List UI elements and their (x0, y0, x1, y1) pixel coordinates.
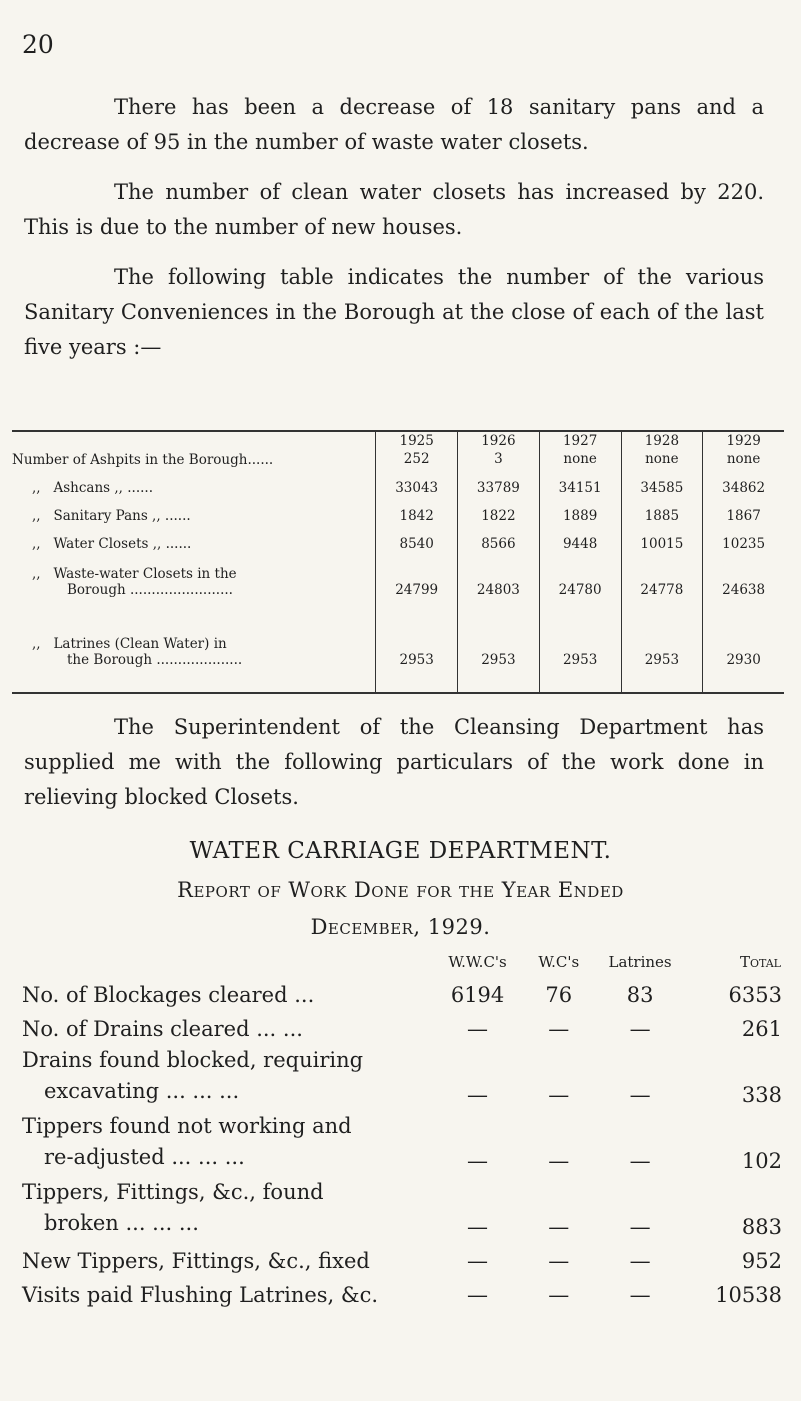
table-cell: 10015 (621, 524, 703, 552)
table-cell: — (467, 1283, 489, 1307)
table-cell: 952 (741, 1249, 782, 1273)
row-label (12, 552, 376, 598)
table-cell: — (548, 1083, 570, 1107)
table-cell: 34151 (539, 468, 621, 496)
table-cell: 24780 (539, 552, 621, 598)
table-cell: — (629, 1283, 651, 1307)
table-cell: 33043 (376, 468, 458, 496)
table-cell: — (548, 1215, 570, 1239)
row-label-text: Sanitary Pans ,, ...... (53, 508, 191, 524)
row-prefix: ,, (32, 566, 41, 582)
table-cell: 24638 (703, 552, 784, 598)
table-cell: 8566 (458, 524, 540, 552)
cell-value: none (726, 451, 761, 467)
table-cell: 2930 (703, 598, 784, 693)
table-cell: — (629, 1249, 651, 1273)
row-label-continued: broken ... ... ... (44, 1211, 199, 1235)
page-number: 20 (22, 30, 54, 59)
row-prefix: ,, (32, 508, 41, 524)
row-label: Visits paid Flushing Latrines, &c. (22, 1283, 379, 1307)
table-cell (621, 431, 703, 468)
department-heading: WATER CARRIAGE DEPARTMENT. (189, 838, 612, 864)
table-cell: 6353 (728, 983, 782, 1007)
table-cell: 24778 (621, 552, 703, 598)
row-label (12, 598, 376, 693)
cell-value: none (645, 451, 679, 467)
row-label (12, 524, 376, 552)
table-cell: 1889 (539, 496, 621, 524)
table-cell: — (629, 1083, 651, 1107)
table-row (12, 524, 784, 552)
row-label: No. of Drains cleared ... ... (22, 1017, 303, 1041)
table-row (22, 1173, 782, 1239)
report-date-heading: December, 1929. (310, 915, 491, 939)
row-label-continued: re-adjusted ... ... ... (44, 1145, 245, 1169)
table-cell: 34862 (703, 468, 784, 496)
table-cell (458, 431, 540, 468)
table-cell: 1842 (376, 496, 458, 524)
table-cell: — (629, 1149, 651, 1173)
table-cell: — (467, 1017, 489, 1041)
paragraph-table-intro: The following table indicates the number of the various Sanitary Conveniences in the Borough at the close of each of the last five years :— (24, 265, 764, 359)
column-header: Latrines (608, 953, 672, 971)
row-prefix: ,, (32, 480, 41, 496)
cell-value: 252 (403, 451, 430, 467)
table-cell: 2953 (458, 598, 540, 693)
table-row (22, 1107, 782, 1173)
table-cell: — (629, 1215, 651, 1239)
row-label-text: Tippers found not working and (22, 1114, 352, 1138)
row-prefix: ,, (32, 636, 41, 652)
year-header: 1927 (562, 433, 598, 449)
table-row (12, 552, 784, 598)
row-label-text: of Ashpits in the Borough...... (72, 452, 274, 468)
row-label: No. of Blockages cleared ... (22, 983, 315, 1007)
header-spacer (22, 952, 437, 973)
row-label-continued: excavating ... ... ... (44, 1079, 240, 1103)
table-cell (703, 431, 784, 468)
table-cell: — (548, 1017, 570, 1041)
table-cell: 34585 (621, 468, 703, 496)
row-label-text: Drains found blocked, requiring (22, 1048, 364, 1072)
table-cell (539, 431, 621, 468)
row-label-text: Waste-water Closets in the (53, 566, 237, 582)
table-cell: 76 (545, 983, 573, 1007)
table-row (12, 468, 784, 496)
year-header: 1928 (644, 433, 680, 449)
row-prefix: ,, (32, 536, 41, 552)
table-header-row (22, 952, 782, 973)
row-label-continued: Borough ........................ (67, 582, 233, 598)
table-row (12, 431, 784, 468)
column-header: Total (739, 953, 781, 971)
table-cell: — (548, 1149, 570, 1173)
table-cell: 338 (741, 1083, 782, 1107)
table-cell: — (548, 1249, 570, 1273)
paragraph-decrease: There has been a decrease of 18 sanitary pans and a decrease of 95 in the number of waste water closets. (24, 95, 764, 154)
row-label-continued: the Borough .................... (67, 652, 243, 668)
table-cell: — (467, 1215, 489, 1239)
row-label: New Tippers, Fittings, &c., fixed (22, 1249, 370, 1273)
row-label (12, 496, 376, 524)
table-cell: 24799 (376, 552, 458, 598)
table-cell: 1867 (703, 496, 784, 524)
table-row (22, 1273, 782, 1307)
table-cell: 1885 (621, 496, 703, 524)
table-cell: 83 (626, 983, 654, 1007)
year-header: 1929 (726, 433, 761, 449)
table-cell: 2953 (539, 598, 621, 693)
table-cell: 2953 (621, 598, 703, 693)
table-cell: 2953 (376, 598, 458, 693)
table-cell: 1822 (458, 496, 540, 524)
column-header: W.C's (538, 953, 580, 971)
table-cell: 883 (741, 1215, 782, 1239)
paragraph-increase: The number of clean water closets has increased by 220. This is due to the number of new houses. (24, 180, 764, 239)
table-row (22, 1007, 782, 1041)
row-label (22, 1107, 437, 1173)
table-cell: 33789 (458, 468, 540, 496)
table-row (22, 1239, 782, 1273)
row-label (22, 1041, 437, 1107)
row-label (22, 1173, 437, 1239)
table-row (22, 973, 782, 1007)
row-label (12, 468, 376, 496)
table-cell: — (629, 1017, 651, 1041)
table-cell (376, 431, 458, 468)
work-done-table (22, 952, 782, 1307)
cell-value: none (563, 451, 597, 467)
row-label-text: Latrines (Clean Water) in (53, 636, 227, 652)
table-cell: 8540 (376, 524, 458, 552)
column-header: W.W.C's (448, 953, 507, 971)
row-prefix: Number (12, 452, 69, 468)
table-cell: 24803 (458, 552, 540, 598)
cell-value: 3 (494, 451, 503, 467)
table-row (12, 496, 784, 524)
table-row (12, 598, 784, 693)
sanitary-conveniences-table (12, 430, 784, 694)
table-cell: 102 (741, 1149, 782, 1173)
table-cell: — (548, 1283, 570, 1307)
table-cell: — (467, 1149, 489, 1173)
table-cell: 10235 (703, 524, 784, 552)
table-cell: 10538 (715, 1283, 782, 1307)
year-header: 1925 (399, 433, 434, 449)
report-heading: Report of Work Done for the Year Ended (177, 878, 624, 902)
table-row (22, 1041, 782, 1107)
row-label-text: Tippers, Fittings, &c., found (22, 1180, 324, 1204)
table-cell: — (467, 1249, 489, 1273)
row-label (12, 431, 376, 468)
paragraph-superintendent: The Superintendent of the Cleansing Department has supplied me with the following particulars of the work done in relieving blocked Closets. (24, 715, 764, 809)
table-cell: 261 (741, 1017, 782, 1041)
row-label-text: Ashcans ,, ...... (53, 480, 153, 496)
row-label-text: Water Closets ,, ...... (53, 536, 192, 552)
table-cell: 9448 (539, 524, 621, 552)
table-cell: 6194 (450, 983, 505, 1007)
table-cell: — (467, 1083, 489, 1107)
year-header: 1926 (481, 433, 516, 449)
